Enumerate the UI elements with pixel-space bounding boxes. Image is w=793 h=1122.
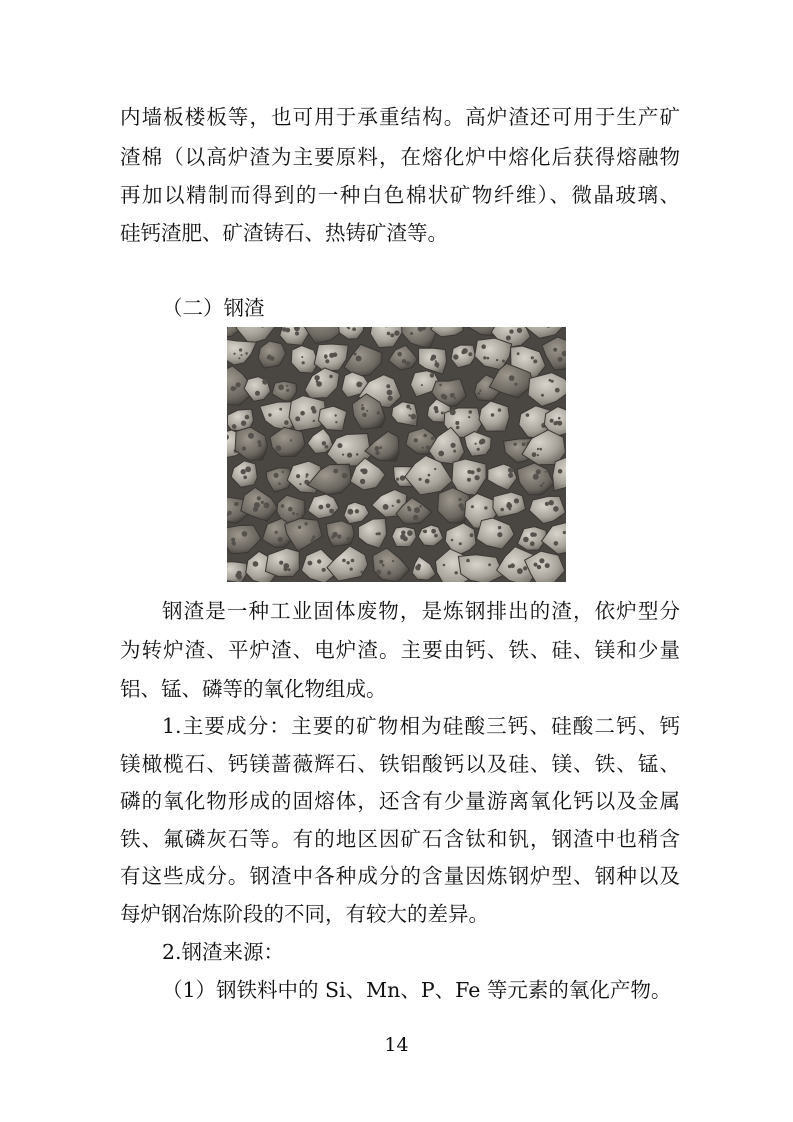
slag-pore — [378, 532, 381, 535]
slag-pore — [361, 571, 364, 574]
slag-pore — [290, 439, 292, 441]
slag-pore — [386, 384, 390, 388]
slag-pore — [279, 408, 282, 411]
slag-pore — [377, 411, 380, 414]
slag-pore — [419, 505, 422, 508]
slag-pore — [554, 541, 559, 546]
slag-pore — [333, 469, 338, 474]
slag-pore — [423, 434, 427, 438]
slag-pore — [347, 537, 352, 542]
slag-pore — [467, 478, 471, 482]
slag-pore — [354, 353, 357, 356]
slag-pore — [434, 468, 436, 470]
slag-pore — [390, 333, 394, 337]
slag-pore — [470, 533, 474, 537]
slag-pore — [292, 512, 295, 515]
slag-pore — [408, 414, 410, 416]
slag-pore — [423, 530, 426, 533]
slag-pore — [253, 507, 258, 512]
slag-pore — [392, 560, 394, 562]
section-heading: （二）钢渣 — [162, 296, 265, 320]
slag-pore — [537, 454, 539, 456]
page-number: 14 — [384, 1034, 409, 1056]
slag-pore — [549, 500, 554, 505]
slag-pore — [508, 467, 514, 473]
slag-pore — [286, 385, 288, 387]
slag-pore — [241, 421, 246, 426]
list-item: （1）钢铁料中的 Si、Mn、P、Fe 等元素的氧化产物。 — [162, 978, 672, 1002]
slag-pore — [550, 419, 554, 423]
slag-pore — [545, 471, 547, 473]
slag-pore — [322, 441, 326, 445]
slag-pore — [245, 415, 250, 420]
slag-pore — [477, 392, 480, 395]
slag-pore — [453, 354, 458, 359]
slag-pore — [406, 405, 410, 409]
slag-pore — [468, 352, 472, 356]
slag-pore — [284, 420, 289, 425]
slag-pore — [236, 502, 239, 505]
slag-pore — [255, 391, 260, 396]
slag-pore — [539, 448, 542, 451]
slag-pore — [508, 473, 513, 478]
slag-pore — [242, 446, 246, 450]
slag-pore — [451, 443, 456, 448]
slag-pore — [497, 532, 502, 537]
slag-pore — [413, 515, 419, 521]
slag-pore — [355, 509, 359, 513]
slag-pore — [317, 559, 321, 563]
slag-pore — [268, 355, 272, 359]
slag-pore — [405, 361, 411, 367]
slag-pore — [537, 448, 539, 450]
slag-pore — [553, 348, 557, 352]
slag-pore — [361, 407, 365, 411]
slag-pore — [531, 356, 534, 359]
slag-pore — [331, 535, 334, 538]
slag-pore — [419, 478, 422, 481]
slag-pore — [388, 396, 393, 401]
slag-pore — [239, 348, 242, 351]
slag-pore — [387, 571, 391, 575]
slag-pore — [443, 564, 446, 567]
slag-pore — [299, 483, 301, 485]
slag-pore — [514, 498, 519, 503]
slag-pore — [279, 561, 283, 565]
slag-pore — [283, 563, 289, 569]
slag-pore — [319, 505, 324, 510]
slag-pore — [360, 469, 364, 473]
slag-pore — [261, 501, 264, 504]
slag-pore — [414, 438, 418, 442]
slag-pore — [278, 384, 284, 390]
slag-pore — [555, 388, 560, 393]
slag-pore — [278, 482, 281, 485]
slag-pore — [296, 513, 298, 515]
slag-pore — [466, 559, 470, 563]
slag-pore — [237, 571, 242, 576]
slag-pore — [491, 413, 495, 417]
slag-pore — [488, 563, 491, 566]
slag-pore — [387, 332, 391, 336]
slag-pore — [428, 474, 431, 477]
slag-pore — [335, 421, 337, 423]
slag-pore — [509, 508, 512, 511]
slag-pore — [475, 475, 480, 480]
slag-pore — [329, 509, 334, 514]
slag-pore — [469, 410, 473, 414]
slag-pore — [311, 406, 316, 411]
slag-pore — [350, 568, 353, 571]
slag-pore — [468, 416, 470, 418]
slag-pore — [300, 411, 305, 416]
slag-pore — [351, 559, 355, 563]
slag-pore — [325, 445, 329, 449]
slag-pore — [416, 567, 420, 571]
subsection-heading: 2.钢渣来源： — [162, 940, 285, 964]
slag-pore — [360, 479, 365, 484]
slag-pore — [430, 357, 434, 361]
slag-pore — [477, 468, 481, 472]
slag-pore — [278, 537, 283, 542]
slag-pore — [430, 373, 435, 378]
slag-pore — [394, 330, 399, 335]
slag-pore — [362, 413, 366, 417]
slag-pore — [509, 329, 513, 333]
slag-pore — [471, 505, 474, 508]
slag-pore — [479, 440, 484, 445]
slag-rock — [553, 458, 566, 491]
slag-pore — [245, 466, 251, 472]
slag-pore — [410, 332, 413, 335]
slag-pore — [455, 421, 459, 425]
slag-pore — [555, 421, 558, 424]
body-text-line: 磷的氧化物形成的固熔体，还含有少量游离氧化钙以及金属 — [120, 789, 680, 813]
slag-pore — [329, 375, 333, 379]
slag-pore — [453, 450, 456, 453]
slag-pore — [441, 412, 444, 415]
slag-pore — [314, 375, 319, 380]
slag-pore — [412, 417, 414, 419]
slag-pore — [352, 327, 356, 331]
slag-pore — [233, 543, 236, 546]
slag-pore — [306, 476, 308, 478]
slag-pore — [396, 499, 400, 503]
slag-pore — [282, 327, 286, 331]
slag-pore — [522, 442, 526, 446]
slag-pore — [313, 420, 315, 422]
slag-pore — [422, 447, 424, 449]
slag-pore — [537, 565, 541, 569]
slag-pore — [530, 532, 535, 537]
slag-pore — [558, 469, 563, 474]
slag-pore — [264, 502, 270, 508]
body-text-line: 钢渣是一种工业固体废物，是炼钢排出的渣，依炉型分 — [162, 599, 680, 623]
slag-pore — [257, 496, 261, 500]
slag-pore — [382, 564, 385, 567]
slag-pore — [326, 504, 331, 509]
slag-pore — [238, 357, 240, 359]
body-text-line: 再加以精制而得到的一种白色棉状矿物纤维）、微晶玻璃、 — [120, 183, 680, 207]
slag-pore — [530, 541, 535, 546]
slag-pore — [308, 561, 313, 566]
slag-pore — [533, 474, 539, 480]
slag-pore — [454, 397, 456, 399]
slag-pore — [425, 479, 430, 484]
slag-pore — [545, 563, 550, 568]
slag-pore — [461, 350, 465, 354]
slag-pore — [498, 408, 501, 411]
slag-pore — [232, 332, 234, 334]
body-text-line: 铁、氟磷灰石等。有的地区因矿石含钛和钒，钢渣中也稍含 — [120, 827, 680, 851]
slag-pore — [337, 443, 342, 448]
slag-pore — [242, 531, 248, 537]
slag-pore — [257, 440, 261, 444]
slag-pore — [514, 443, 517, 446]
slag-pore — [498, 526, 501, 529]
body-text-line: 镁橄榄石、钙镁蔷薇辉石、铁铝酸钙以及硅、镁、铁、锰、 — [120, 752, 680, 776]
slag-pore — [459, 503, 464, 508]
slag-pore — [337, 535, 341, 539]
slag-pore — [311, 539, 315, 543]
slag-pore — [487, 357, 490, 360]
slag-pore — [375, 451, 379, 455]
slag-pore — [523, 566, 527, 570]
slag-pore — [356, 356, 362, 362]
slag-pore — [421, 384, 423, 386]
slag-pore — [306, 473, 309, 476]
slag-pore — [451, 539, 454, 542]
slag-pore — [379, 560, 383, 564]
slag-pore — [383, 504, 389, 510]
slag-pore — [346, 561, 349, 564]
body-text-line: 1.主要成分：主要的矿物相为硅酸三钙、硅酸二钙、钙 — [162, 714, 680, 738]
slag-pore — [470, 470, 474, 474]
slag-rock — [326, 521, 354, 547]
slag-pore — [366, 410, 368, 412]
slag-pore — [439, 384, 442, 387]
slag-pore — [360, 383, 362, 385]
slag-pore — [245, 352, 248, 355]
slag-pore — [248, 433, 254, 439]
slag-pore — [484, 506, 487, 509]
slag-pore — [376, 570, 381, 575]
slag-pore — [517, 352, 520, 355]
slag-pore — [325, 359, 329, 363]
slag-pore — [456, 426, 460, 430]
slag-pore — [392, 505, 394, 507]
slag-pore — [496, 359, 498, 361]
slag-pore — [302, 361, 305, 364]
slag-pore — [231, 538, 235, 542]
slag-pore — [426, 445, 430, 449]
slag-pore — [276, 445, 282, 451]
slag-pore — [526, 413, 530, 417]
slag-pore — [304, 522, 307, 525]
slag-pore — [475, 443, 477, 445]
slag-pore — [477, 448, 480, 451]
slag-pore — [241, 469, 246, 474]
slag-pore — [558, 417, 561, 420]
slag-pore — [409, 408, 411, 410]
slag-pore — [234, 387, 237, 390]
slag-pore — [434, 534, 438, 538]
slag-pore — [502, 360, 505, 363]
slag-pore — [295, 331, 299, 335]
slag-pore — [233, 353, 235, 355]
slag-pore — [534, 563, 538, 567]
body-text-line: 内墙板楼板等，也可用于承重结构。高炉渣还可用于生产矿 — [120, 105, 680, 129]
slag-pore — [514, 383, 517, 386]
slag-pore — [553, 506, 559, 512]
slag-pore — [532, 452, 537, 457]
slag-pore — [450, 393, 455, 398]
slag-pore — [414, 507, 420, 513]
slag-pore — [434, 406, 439, 411]
slag-pore — [533, 359, 537, 363]
slag-pore — [563, 531, 566, 534]
slag-pore — [481, 344, 486, 349]
slag-pore — [301, 356, 303, 358]
slag-pore — [274, 473, 279, 478]
slag-pore — [400, 475, 405, 480]
slag-pore — [517, 568, 523, 574]
slag-pore — [545, 502, 549, 506]
body-text-line: 渣棉（以高炉渣为主要原料，在熔化炉中熔化后获得熔融物 — [120, 145, 680, 169]
slag-rocks-illustration — [227, 327, 566, 582]
slag-pore — [333, 352, 338, 357]
slag-pore — [342, 559, 346, 563]
slag-pore — [361, 404, 363, 406]
slag-pore — [441, 394, 446, 399]
slag-pore — [455, 571, 458, 574]
slag-pore — [288, 507, 293, 512]
slag-pore — [275, 531, 278, 534]
slag-pore — [379, 446, 382, 449]
slag-pore — [347, 453, 352, 458]
slag-pore — [312, 536, 315, 539]
slag-pore — [233, 425, 237, 429]
slag-pore — [316, 381, 322, 387]
slag-pore — [236, 382, 241, 387]
body-text-line: 有这些成分。钢渣中各种成分的含量因炼钢炉型、钢种以及 — [120, 864, 680, 888]
slag-pore — [539, 558, 544, 563]
body-text-line: 每炉钢冶炼阶段的不同，有较大的差异。 — [120, 902, 489, 926]
steel-slag-photo — [227, 327, 566, 582]
slag-pore — [324, 356, 327, 359]
slag-pore — [286, 389, 289, 392]
slag-pore — [335, 414, 337, 416]
slag-pore — [268, 413, 271, 416]
slag-pore — [436, 366, 438, 368]
slag-pore — [408, 508, 412, 512]
slag-pore — [281, 504, 284, 507]
slag-pore — [540, 484, 543, 487]
slag-pore — [551, 380, 554, 383]
slag-pore — [459, 498, 462, 501]
slag-pore — [506, 503, 512, 509]
slag-pore — [536, 469, 541, 474]
slag-pore — [254, 562, 258, 566]
slag-pore — [431, 437, 435, 441]
slag-pore — [342, 454, 344, 456]
slag-pore — [510, 563, 515, 568]
slag-pore — [479, 390, 481, 392]
slag-pore — [356, 453, 359, 456]
body-text-line: 为转炉渣、平炉渣、电炉渣。主要由钙、铁、硅、镁和少量 — [120, 638, 680, 662]
slag-pore — [348, 509, 354, 515]
slag-pore — [264, 382, 266, 384]
slag-pore — [438, 451, 444, 457]
slag-pore — [483, 356, 486, 359]
slag-pore — [500, 508, 504, 512]
body-text-line: 铝、锰、磷等的氧化物组成。 — [120, 677, 387, 701]
slag-pore — [296, 474, 300, 478]
slag-pore — [396, 478, 399, 481]
slag-pore — [459, 542, 462, 545]
slag-pore — [282, 471, 284, 473]
slag-pore — [407, 530, 413, 536]
slag-pore — [401, 537, 404, 540]
slag-pore — [541, 394, 544, 397]
slag-pore — [397, 352, 402, 357]
slag-pore — [435, 360, 437, 362]
slag-pore — [509, 375, 515, 381]
slag-pore — [517, 328, 522, 333]
slag-pore — [506, 336, 511, 341]
slag-pore — [288, 568, 291, 571]
slag-pore — [243, 476, 247, 480]
slag-pore — [295, 416, 300, 421]
slag-pore — [558, 357, 563, 362]
slag-pore — [523, 537, 529, 543]
slag-pore — [431, 529, 436, 534]
slag-pore — [342, 473, 348, 479]
slag-pore — [450, 409, 456, 415]
slag-pore — [542, 482, 544, 484]
slag-pore — [241, 354, 243, 356]
slag-pore — [322, 568, 326, 572]
slag-pore — [298, 526, 301, 529]
slag-pore — [375, 446, 380, 451]
body-text-line: 硅钙渣肥、矿渣铸石、热铸矿渣等。 — [120, 221, 448, 245]
slag-pore — [387, 390, 393, 396]
